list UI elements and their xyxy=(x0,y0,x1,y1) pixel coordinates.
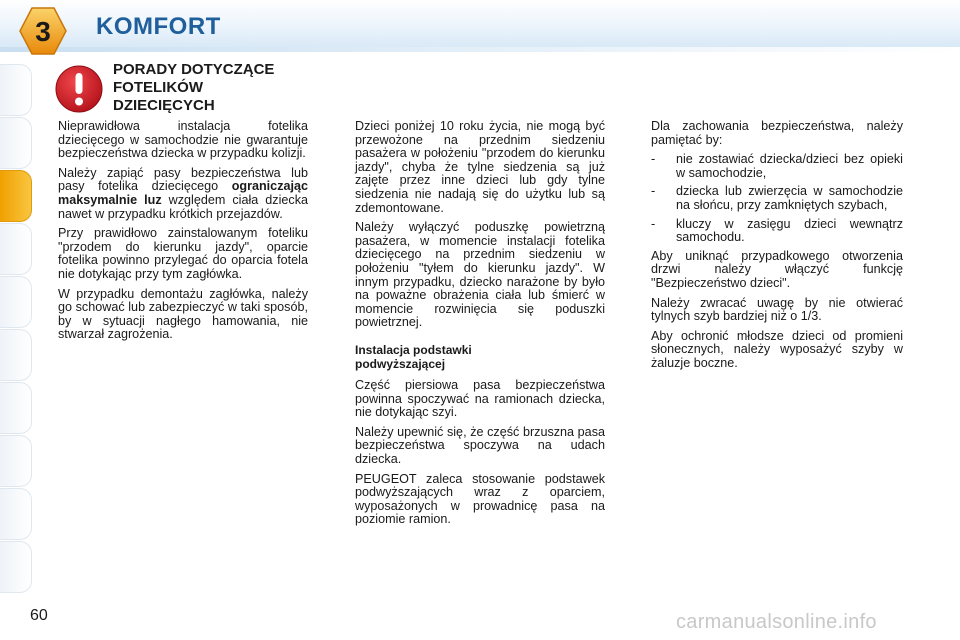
paragraph: Należy upewnić się, że część brzuszna pasa bezpieczeństwa spoczywa na udach dziecka. xyxy=(355,424,605,467)
paragraph: Przy prawidłowo zainstalowanym foteliku "przodem do kierunku jazdy", oparcie fotelika powinno przylegać do oparcia fotela nie dotykając przy tym zagłówka. xyxy=(58,226,308,281)
paragraph: Należy wyłączyć poduszkę powietrzną pasażera, w momencie instalacji fotelika dziecięcego na przednim siedzeniu w położeniu "tyłem do kierunku jazdy". W innym przypadku, dziecko narażone by było na poważne obrażenia ciała lub śmierć w momencie rozwinięcia się poduszki powietrznej. xyxy=(355,220,605,330)
warning-title-line: DZIECIĘCYCH xyxy=(113,97,215,114)
list-item xyxy=(651,185,903,212)
side-tab[interactable] xyxy=(0,64,32,116)
side-tab-active[interactable] xyxy=(0,170,32,222)
chapter-badge xyxy=(18,6,68,56)
column-1 xyxy=(58,120,308,348)
paragraph-text: względem ciała dziecka nawet w przypadku krótkich przejazdów. xyxy=(58,192,308,221)
side-tab[interactable] xyxy=(0,329,32,381)
subheading-line: podwyższającej xyxy=(355,356,446,371)
bullet-marker: - xyxy=(651,184,656,199)
subheading xyxy=(355,344,605,371)
list-item-text: kluczy w zasięgu dzieci wewnątrz samochodu. xyxy=(676,216,903,245)
paragraph: W przypadku demontażu zagłówka, należy go schować lub zabezpieczyć w taki sposób, by w sytuacji nagłego hamowania, nie stwarzał zagrożenia. xyxy=(58,286,308,342)
warning-title-line: FOTELIKÓW xyxy=(113,79,203,96)
bullet-marker: - xyxy=(651,152,656,167)
side-tab[interactable] xyxy=(0,541,32,593)
paragraph: Dzieci poniżej 10 roku życia, nie mogą być przewożone na przednim siedzeniu pasażera w położeniu "przodem do kierunku jazdy", chyba że tylne siedzenia są już zajęte przez inne dzieci lub gdy tylne siedzenia nie nadają się do użytku lub są zdemontowane. xyxy=(355,119,605,215)
list-item xyxy=(651,218,903,245)
paragraph-text: Należy zapiąć pasy bezpieczeństwa lub pasy fotelika dziecięcego xyxy=(58,165,308,194)
warning-title-line: PORADY DOTYCZĄCE xyxy=(113,61,275,78)
paragraph: Nieprawidłowa instalacja fotelika dziecięcego w samochodzie nie gwarantuje bezpieczeństwa dziecka w przypadku kolizji. xyxy=(58,119,308,161)
paragraph xyxy=(58,167,308,221)
paragraph-emphasis: ograniczając maksymalnie luz xyxy=(58,179,308,207)
chapter-title: KOMFORT xyxy=(96,13,221,40)
bullet-marker: - xyxy=(651,216,656,231)
paragraph: PEUGEOT zaleca stosowanie podstawek podwyższających wraz z oparciem, wyposażonych w prowadnicę pasa na poziomie ramion. xyxy=(355,471,605,527)
side-tab[interactable] xyxy=(0,488,32,540)
exclamation-icon xyxy=(54,64,104,114)
paragraph: Aby ochronić młodsze dzieci od promieni słonecznych, należy wyposażyć szyby w żaluzje boczne. xyxy=(651,328,903,370)
side-tab[interactable] xyxy=(0,435,32,487)
side-tab[interactable] xyxy=(0,276,32,328)
list-item-text: dziecka lub zwierzęcia w samochodzie na słońcu, przy zamkniętych szybach, xyxy=(676,184,903,212)
side-tab[interactable] xyxy=(0,223,32,275)
paragraph: Część piersiowa pasa bezpieczeństwa powinna spoczywać na ramionach dziecka, nie dotykając szyi. xyxy=(355,378,605,420)
column-2 xyxy=(355,120,605,533)
list-item xyxy=(651,153,903,180)
page-number: 60 xyxy=(30,607,48,624)
header-divider xyxy=(0,47,960,52)
side-tab[interactable] xyxy=(0,382,32,434)
paragraph: Należy zwracać uwagę by nie otwierać tylnych szyb bardziej niż o 1/3. xyxy=(651,295,903,324)
paragraph: Aby uniknąć przypadkowego otworzenia drzwi należy włączyć funkcję "Bezpieczeństwo dzieci". xyxy=(651,248,903,290)
warning-title xyxy=(113,61,313,115)
subheading-line: Instalacja podstawki xyxy=(355,342,472,357)
column-3 xyxy=(651,120,903,377)
chapter-number: 3 xyxy=(35,16,51,47)
paragraph: Dla zachowania bezpieczeństwa, należy pamiętać by: xyxy=(651,119,903,147)
watermark: carmanualsonline.info xyxy=(676,611,877,633)
side-tab[interactable] xyxy=(0,117,32,169)
list-item-text: nie zostawiać dziecka/dzieci bez opieki w samochodzie, xyxy=(676,152,903,180)
